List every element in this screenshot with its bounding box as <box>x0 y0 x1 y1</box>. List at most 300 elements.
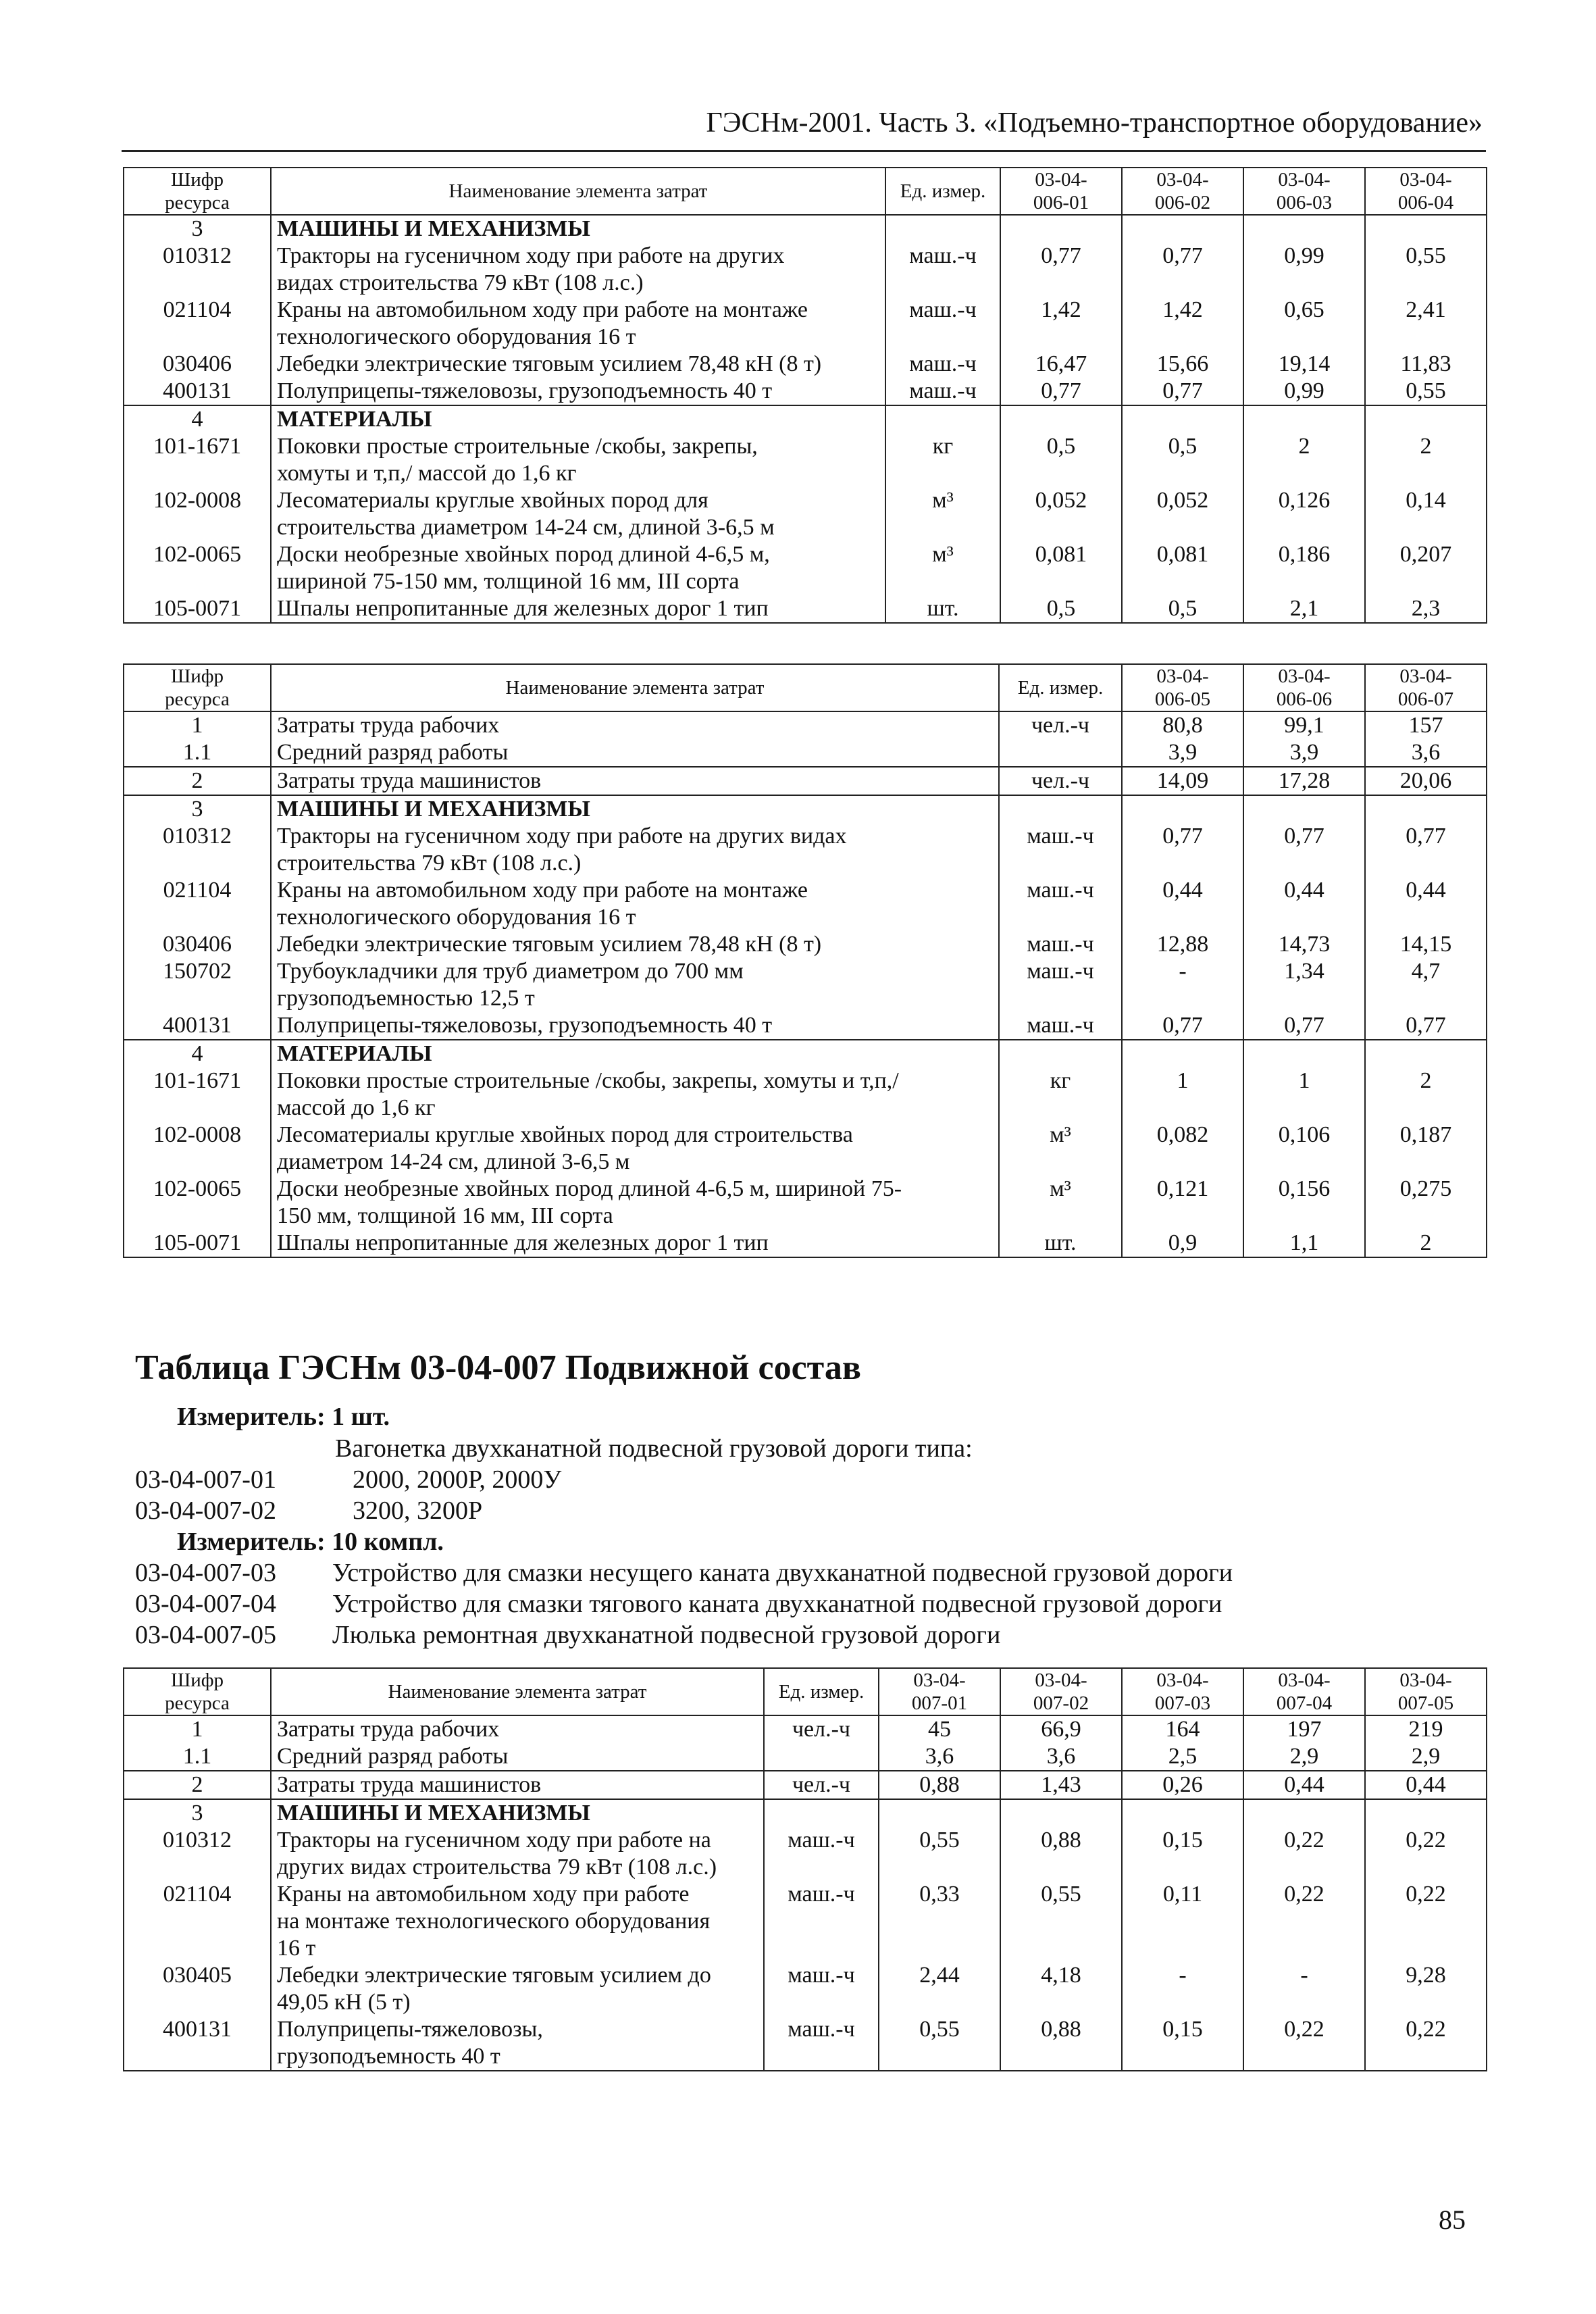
row-unit: маш.-ч <box>885 351 1000 378</box>
table-row <box>124 1962 1487 2016</box>
table-row <box>124 877 1487 931</box>
row-name <box>271 1012 999 1040</box>
header-col-007-02: 03-04- 007-02 <box>1000 1668 1122 1715</box>
row-unit: чел.-ч <box>764 1771 879 1799</box>
section-code: 4 <box>124 405 271 433</box>
row-name <box>271 931 999 958</box>
row-name-line: Шпалы непропитанные для железных дорог 1 тип <box>277 596 769 621</box>
row-name <box>271 541 885 595</box>
row-name-line: грузоподъемность 40 т <box>277 2044 500 2069</box>
header-col-006-03: 03-04- 006-03 <box>1243 168 1365 215</box>
row-value: 0,11 <box>1122 1881 1243 1962</box>
row-name <box>271 297 885 351</box>
row-code: 105-0071 <box>124 1230 271 1257</box>
row-value: 0,77 <box>1000 378 1122 405</box>
empty-cell <box>1243 1799 1365 1827</box>
row-name: Затраты труда машинистов <box>271 1771 764 1799</box>
row-name-line: других видах строительства 79 кВт (108 л.с.) <box>277 1855 717 1880</box>
row-name-line: Тракторы на гусеничном ходу при работе на других <box>277 243 785 268</box>
row-name-line: Полуприцепы-тяжеловозы, грузоподъемность 40 т <box>277 378 773 403</box>
table-row <box>124 931 1487 958</box>
row-value: 15,66 <box>1122 351 1243 378</box>
section-header-row <box>124 215 1487 243</box>
row-value: 0,22 <box>1365 1827 1487 1881</box>
section-code: 3 <box>124 215 271 243</box>
row-value: 2,5 <box>1122 1743 1243 1771</box>
empty-cell <box>879 1799 1000 1827</box>
row-value: 0,187 <box>1365 1122 1487 1176</box>
row-name <box>271 1230 999 1257</box>
row-name-line: Поковки простые строительные /скобы, закрепы, <box>277 434 758 459</box>
row-code: 105-0071 <box>124 595 271 623</box>
section-header-row <box>124 1040 1487 1067</box>
table-row <box>124 958 1487 1012</box>
row-value: 0,22 <box>1365 2016 1487 2071</box>
row-name-line: 16 т <box>277 1936 316 1961</box>
empty-cell <box>1000 215 1122 243</box>
row-name-line: Лебедки электрические тяговым усилием 78,48 кН (8 т) <box>277 351 822 376</box>
row-value: 2 <box>1365 433 1487 487</box>
row-value: 0,15 <box>1122 2016 1243 2071</box>
row-value: 14,73 <box>1243 931 1365 958</box>
row-value: 3,6 <box>1000 1743 1122 1771</box>
empty-cell <box>1122 1799 1243 1827</box>
header-code: Шифр ресурса <box>124 168 271 215</box>
row-name <box>271 1827 764 1881</box>
row-value: 66,9 <box>1000 1715 1122 1743</box>
row-name-line: Краны на автомобильном ходу при работе <box>277 1882 690 1907</box>
row-value: 3,6 <box>1365 739 1487 767</box>
row-name-line: хомуты и т,п,/ массой до 1,6 кг <box>277 461 577 486</box>
row-value: 0,5 <box>1122 433 1243 487</box>
section-title: МАТЕРИАЛЫ <box>271 1040 999 1067</box>
row-value: 0,55 <box>879 2016 1000 2071</box>
row-value: 0,99 <box>1243 378 1365 405</box>
row-code: 102-0008 <box>124 487 271 541</box>
item-code: 03-04-007-01 <box>135 1465 276 1494</box>
row-value: 3,9 <box>1122 739 1243 767</box>
row-code: 1 <box>124 711 271 739</box>
row-code: 1 <box>124 1715 271 1743</box>
row-value: 14,15 <box>1365 931 1487 958</box>
row-value: 0,9 <box>1122 1230 1243 1257</box>
row-name-line: видах строительства 79 кВт (108 л.с.) <box>277 270 644 295</box>
header-name: Наименование элемента затрат <box>271 664 999 711</box>
table-row <box>124 541 1487 595</box>
row-unit: кг <box>999 1067 1122 1122</box>
section-code: 4 <box>124 1040 271 1067</box>
row-name <box>271 823 999 877</box>
row-value: 0,5 <box>1122 595 1243 623</box>
row-value: 1,1 <box>1243 1230 1365 1257</box>
running-header: ГЭСНм-2001. Часть 3. «Подъемно-транспортное оборудование» <box>706 107 1483 139</box>
item-text: Люлька ремонтная двухканатной подвесной грузовой дороги <box>332 1621 1001 1649</box>
labor-row <box>124 739 1487 767</box>
row-value: 0,121 <box>1122 1176 1243 1230</box>
row-name-line: Лебедки электрические тяговым усилием 78,48 кН (8 т) <box>277 932 822 957</box>
row-code: 010312 <box>124 1827 271 1881</box>
row-unit: маш.-ч <box>764 1827 879 1881</box>
item-text: Устройство для смазки несущего каната двухканатной подвесной грузовой дороги <box>332 1559 1233 1587</box>
row-code: 1.1 <box>124 739 271 767</box>
table-row <box>124 487 1487 541</box>
row-code: 400131 <box>124 2016 271 2071</box>
row-value: 197 <box>1243 1715 1365 1743</box>
row-value: 20,06 <box>1365 767 1487 795</box>
table-title: Таблица ГЭСНм 03-04-007 Подвижной состав <box>135 1349 861 1387</box>
row-value: 45 <box>879 1715 1000 1743</box>
row-unit: маш.-ч <box>999 823 1122 877</box>
row-value: 0,44 <box>1122 877 1243 931</box>
empty-cell <box>1243 795 1365 823</box>
row-name-line: технологического оборудования 16 т <box>277 324 636 349</box>
empty-cell <box>885 215 1000 243</box>
row-name-line: Тракторы на гусеничном ходу при работе на <box>277 1828 711 1853</box>
row-value: 0,22 <box>1243 1881 1365 1962</box>
row-name <box>271 877 999 931</box>
header-unit: Ед. измер. <box>999 664 1122 711</box>
row-unit: м³ <box>885 487 1000 541</box>
table-header-row <box>124 168 1487 215</box>
row-value: 4,18 <box>1000 1962 1122 2016</box>
header-name: Наименование элемента затрат <box>271 1668 764 1715</box>
row-value: 3,6 <box>879 1743 1000 1771</box>
row-value: 0,55 <box>879 1827 1000 1881</box>
row-value: 0,082 <box>1122 1122 1243 1176</box>
row-unit: чел.-ч <box>764 1715 879 1743</box>
row-code: 400131 <box>124 1012 271 1040</box>
row-value: 0,15 <box>1122 1827 1243 1881</box>
row-value: 0,88 <box>1000 2016 1122 2071</box>
item-text: 3200, 3200Р <box>353 1496 483 1525</box>
header-code: Шифр ресурса <box>124 664 271 711</box>
row-unit: м³ <box>885 541 1000 595</box>
row-value: 0,55 <box>1000 1881 1122 1962</box>
row-value: 2,9 <box>1243 1743 1365 1771</box>
row-value: 0,26 <box>1122 1771 1243 1799</box>
row-name <box>271 595 885 623</box>
section-code: 3 <box>124 795 271 823</box>
row-value: 0,44 <box>1243 877 1365 931</box>
labor-row <box>124 1771 1487 1799</box>
row-value: 19,14 <box>1243 351 1365 378</box>
row-name-line: Полуприцепы-тяжеловозы, грузоподъемность 40 т <box>277 1013 773 1038</box>
header-col-007-04: 03-04- 007-04 <box>1243 1668 1365 1715</box>
header-col-006-01: 03-04- 006-01 <box>1000 168 1122 215</box>
row-value: 0,65 <box>1243 297 1365 351</box>
row-unit: маш.-ч <box>764 1962 879 2016</box>
row-unit: шт. <box>999 1230 1122 1257</box>
header-col-007-03: 03-04- 007-03 <box>1122 1668 1243 1715</box>
row-value: 0,5 <box>1000 595 1122 623</box>
row-unit: маш.-ч <box>999 1012 1122 1040</box>
header-unit: Ед. измер. <box>764 1668 879 1715</box>
item-text: Устройство для смазки тягового каната двухканатной подвесной грузовой дороги <box>332 1590 1222 1618</box>
row-name-line: строительства 79 кВт (108 л.с.) <box>277 851 582 876</box>
table-row <box>124 1881 1487 1962</box>
empty-cell <box>1122 405 1243 433</box>
labor-row <box>124 1743 1487 1771</box>
row-name: Средний разряд работы <box>271 1743 764 1771</box>
row-value: 1,42 <box>1000 297 1122 351</box>
row-value: 0,106 <box>1243 1122 1365 1176</box>
row-value: 1,42 <box>1122 297 1243 351</box>
row-unit: чел.-ч <box>999 711 1122 739</box>
table-row <box>124 1176 1487 1230</box>
row-code: 021104 <box>124 877 271 931</box>
labor-row <box>124 1715 1487 1743</box>
row-value: 2 <box>1365 1067 1487 1122</box>
empty-cell <box>1243 215 1365 243</box>
table-row <box>124 351 1487 378</box>
row-value: 9,28 <box>1365 1962 1487 2016</box>
row-value: 0,77 <box>1122 243 1243 297</box>
item-code: 03-04-007-05 <box>135 1621 276 1649</box>
row-value: 0,44 <box>1243 1771 1365 1799</box>
row-value: 14,09 <box>1122 767 1243 795</box>
row-name <box>271 433 885 487</box>
row-value: 0,156 <box>1243 1176 1365 1230</box>
row-name-line: Трубоукладчики для труб диаметром до 700 мм <box>277 959 744 984</box>
row-name-line: Лесоматериалы круглые хвойных пород для строительства <box>277 1122 853 1147</box>
empty-cell <box>999 1040 1122 1067</box>
section-title: МАШИНЫ И МЕХАНИЗМЫ <box>271 795 999 823</box>
row-unit: м³ <box>999 1122 1122 1176</box>
row-name-line: Доски необрезные хвойных пород длиной 4-6,5 м, шириной 75- <box>277 1176 902 1201</box>
row-value: 0,052 <box>1000 487 1122 541</box>
row-value: 2,9 <box>1365 1743 1487 1771</box>
row-code: 150702 <box>124 958 271 1012</box>
row-code: 010312 <box>124 243 271 297</box>
row-name <box>271 958 999 1012</box>
row-name-line: 49,05 кН (5 т) <box>277 1990 411 2015</box>
meter-1: Измеритель: 1 шт. <box>177 1403 390 1431</box>
row-name <box>271 487 885 541</box>
row-value: 0,22 <box>1365 1881 1487 1962</box>
row-name: Затраты труда рабочих <box>271 711 999 739</box>
row-value: 0,207 <box>1365 541 1487 595</box>
table-row <box>124 823 1487 877</box>
table-row <box>124 2016 1487 2071</box>
row-name-line: технологического оборудования 16 т <box>277 905 636 930</box>
row-value: 2,1 <box>1243 595 1365 623</box>
row-unit: маш.-ч <box>885 243 1000 297</box>
row-value: 0,55 <box>1365 243 1487 297</box>
row-name-line: Шпалы непропитанные для железных дорог 1 тип <box>277 1230 769 1255</box>
row-value: 0,22 <box>1243 2016 1365 2071</box>
row-code: 021104 <box>124 1881 271 1962</box>
row-unit: маш.-ч <box>885 378 1000 405</box>
row-value: 1 <box>1122 1067 1243 1122</box>
row-value: 0,55 <box>1365 378 1487 405</box>
row-value: 0,77 <box>1243 823 1365 877</box>
row-value: 0,126 <box>1243 487 1365 541</box>
row-name-line: Тракторы на гусеничном ходу при работе на других видах <box>277 824 847 849</box>
row-unit: маш.-ч <box>764 1881 879 1962</box>
row-unit: шт. <box>885 595 1000 623</box>
row-value: 0,22 <box>1243 1827 1365 1881</box>
item-code: 03-04-007-04 <box>135 1590 276 1618</box>
empty-cell <box>1365 1799 1487 1827</box>
table-row <box>124 243 1487 297</box>
row-value: - <box>1122 1962 1243 2016</box>
row-value: 164 <box>1122 1715 1243 1743</box>
row-value: 0,44 <box>1365 1771 1487 1799</box>
table-row <box>124 433 1487 487</box>
table-row <box>124 1122 1487 1176</box>
row-name-line: массой до 1,6 кг <box>277 1095 436 1120</box>
resource-table-007 <box>123 1667 1487 2071</box>
header-rule <box>122 150 1486 152</box>
row-code: 030406 <box>124 351 271 378</box>
row-name-line: диаметром 14-24 см, длиной 3-6,5 м <box>277 1149 630 1174</box>
header-col-006-06: 03-04- 006-06 <box>1243 664 1365 711</box>
row-code: 400131 <box>124 378 271 405</box>
header-code: Шифр ресурса <box>124 1668 271 1715</box>
row-name-line: Лебедки электрические тяговым усилием до <box>277 1963 711 1988</box>
row-value: 0,14 <box>1365 487 1487 541</box>
resource-table-006-05-07 <box>123 663 1487 1258</box>
empty-cell <box>1365 1040 1487 1067</box>
labor-row <box>124 711 1487 739</box>
row-value: 0,77 <box>1365 1012 1487 1040</box>
row-name-line: строительства диаметром 14-24 см, длиной 3-6,5 м <box>277 515 775 540</box>
row-value: 0,5 <box>1000 433 1122 487</box>
empty-cell <box>1365 215 1487 243</box>
row-value: 1,34 <box>1243 958 1365 1012</box>
row-value: 0,186 <box>1243 541 1365 595</box>
table-row <box>124 297 1487 351</box>
row-value: 0,275 <box>1365 1176 1487 1230</box>
header-name: Наименование элемента затрат <box>271 168 885 215</box>
wagon-intro: Вагонетка двухканатной подвесной грузовой дороги типа: <box>335 1434 973 1463</box>
row-unit <box>764 1743 879 1771</box>
page-number: 85 <box>1439 2205 1466 2235</box>
empty-cell <box>1365 405 1487 433</box>
empty-cell <box>1243 405 1365 433</box>
empty-cell <box>1243 1040 1365 1067</box>
row-unit: маш.-ч <box>764 2016 879 2071</box>
row-value: 1,43 <box>1000 1771 1122 1799</box>
row-value: 12,88 <box>1122 931 1243 958</box>
row-value: 0,77 <box>1122 378 1243 405</box>
empty-cell <box>1122 795 1243 823</box>
row-code: 1.1 <box>124 1743 271 1771</box>
row-name <box>271 351 885 378</box>
row-value: 2,41 <box>1365 297 1487 351</box>
row-value: 80,8 <box>1122 711 1243 739</box>
meter-2: Измеритель: 10 компл. <box>177 1528 444 1556</box>
resource-table-006-01-04 <box>123 167 1487 624</box>
table-row <box>124 1827 1487 1881</box>
section-header-row <box>124 405 1487 433</box>
item-text: 2000, 2000Р, 2000У <box>353 1465 562 1494</box>
row-name <box>271 1881 764 1962</box>
row-value: 4,7 <box>1365 958 1487 1012</box>
row-code: 101-1671 <box>124 433 271 487</box>
row-code: 101-1671 <box>124 1067 271 1122</box>
row-value: 0,88 <box>1000 1827 1122 1881</box>
row-name: Средний разряд работы <box>271 739 999 767</box>
row-value: 0,081 <box>1122 541 1243 595</box>
row-value: 17,28 <box>1243 767 1365 795</box>
row-name-line: 150 мм, толщиной 16 мм, III сорта <box>277 1203 613 1228</box>
row-name-line: грузоподъемностью 12,5 т <box>277 986 535 1011</box>
row-unit: кг <box>885 433 1000 487</box>
empty-cell <box>885 405 1000 433</box>
row-code: 102-0008 <box>124 1122 271 1176</box>
section-code: 3 <box>124 1799 271 1827</box>
row-name: Затраты труда машинистов <box>271 767 999 795</box>
header-unit: Ед. измер. <box>885 168 1000 215</box>
header-col-006-04: 03-04- 006-04 <box>1365 168 1487 215</box>
row-unit: маш.-ч <box>999 877 1122 931</box>
table-row <box>124 595 1487 623</box>
header-col-006-05: 03-04- 006-05 <box>1122 664 1243 711</box>
row-name-line: на монтаже технологического оборудования <box>277 1909 711 1934</box>
row-value: 2 <box>1365 1230 1487 1257</box>
row-value: 2,44 <box>879 1962 1000 2016</box>
row-name-line: Поковки простые строительные /скобы, закрепы, хомуты и т,п,/ <box>277 1068 899 1093</box>
row-code: 102-0065 <box>124 541 271 595</box>
row-name-line: Лесоматериалы круглые хвойных пород для <box>277 488 709 513</box>
row-value: 157 <box>1365 711 1487 739</box>
row-value: 99,1 <box>1243 711 1365 739</box>
section-header-row <box>124 1799 1487 1827</box>
table-row <box>124 378 1487 405</box>
row-name <box>271 378 885 405</box>
row-value: 2,3 <box>1365 595 1487 623</box>
row-value: 0,33 <box>879 1881 1000 1962</box>
row-name: Затраты труда рабочих <box>271 1715 764 1743</box>
row-unit <box>999 739 1122 767</box>
labor-row <box>124 767 1487 795</box>
header-col-006-07: 03-04- 006-07 <box>1365 664 1487 711</box>
empty-cell <box>1122 1040 1243 1067</box>
row-name-line: Краны на автомобильном ходу при работе на монтаже <box>277 878 808 903</box>
empty-cell <box>764 1799 879 1827</box>
row-value: 1 <box>1243 1067 1365 1122</box>
row-value: 0,052 <box>1122 487 1243 541</box>
row-code: 010312 <box>124 823 271 877</box>
row-name-line: Полуприцепы-тяжеловозы, <box>277 2017 543 2042</box>
row-value: 16,47 <box>1000 351 1122 378</box>
row-value: - <box>1122 958 1243 1012</box>
section-title: МАШИНЫ И МЕХАНИЗМЫ <box>271 1799 764 1827</box>
row-value: 0,44 <box>1365 877 1487 931</box>
row-value: 2 <box>1243 433 1365 487</box>
empty-cell <box>1000 405 1122 433</box>
row-name-line: шириной 75-150 мм, толщиной 16 мм, III сорта <box>277 569 740 594</box>
row-name <box>271 243 885 297</box>
row-name-line: Доски необрезные хвойных пород длиной 4-6,5 м, <box>277 542 770 567</box>
row-value: 219 <box>1365 1715 1487 1743</box>
row-value: 0,88 <box>879 1771 1000 1799</box>
row-code: 2 <box>124 767 271 795</box>
row-code: 030405 <box>124 1962 271 2016</box>
empty-cell <box>1122 215 1243 243</box>
item-code: 03-04-007-02 <box>135 1496 276 1525</box>
row-value: 0,77 <box>1122 823 1243 877</box>
empty-cell <box>999 795 1122 823</box>
row-value: 0,77 <box>1122 1012 1243 1040</box>
section-header-row <box>124 795 1487 823</box>
row-unit: м³ <box>999 1176 1122 1230</box>
row-unit: маш.-ч <box>885 297 1000 351</box>
header-col-007-01: 03-04- 007-01 <box>879 1668 1000 1715</box>
row-value: 0,081 <box>1000 541 1122 595</box>
row-name <box>271 1962 764 2016</box>
